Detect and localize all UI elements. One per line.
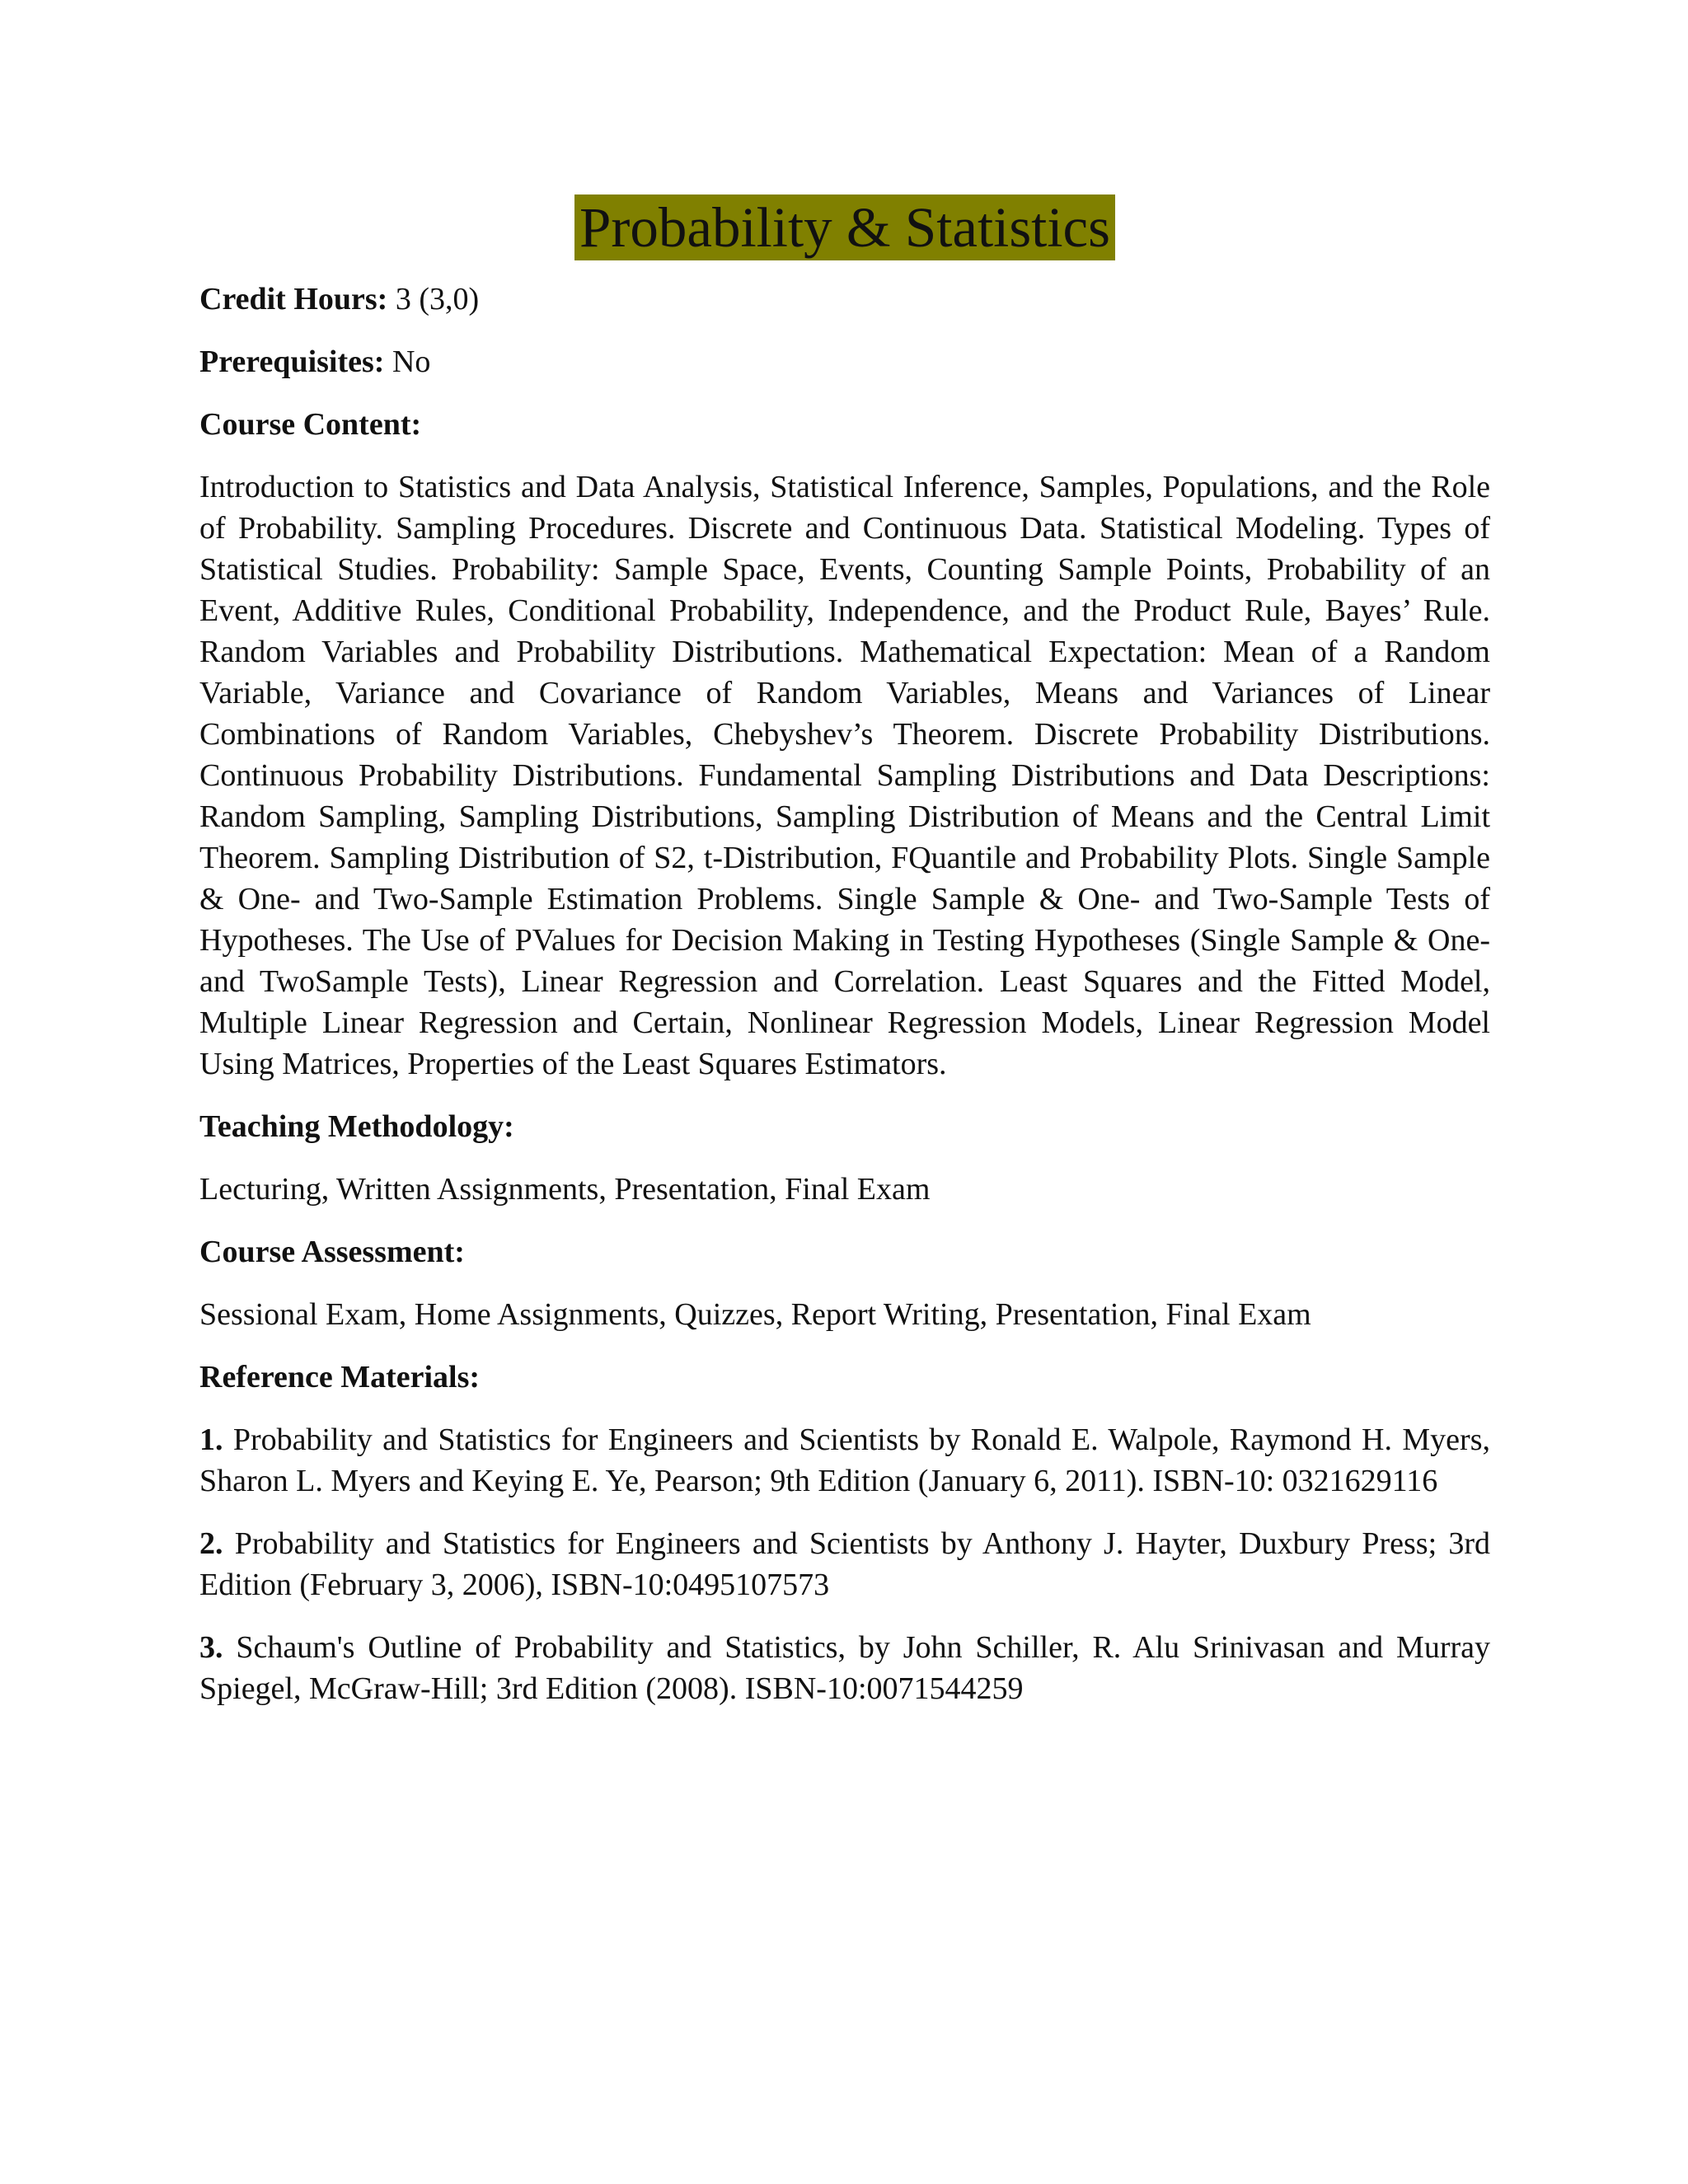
reference-number: 3. — [199, 1630, 223, 1665]
course-assessment-heading: Course Assessment: — [199, 1235, 465, 1269]
reference-materials-heading: Reference Materials: — [199, 1360, 481, 1394]
reference-item — [199, 1627, 1490, 1709]
course-assessment-text: Sessional Exam, Home Assignments, Quizzes, Report Writing, Presentation, Final Exam — [199, 1297, 1311, 1332]
reference-number: 1. — [199, 1422, 223, 1457]
reference-text: Probability and Statistics for Engineers and Scientists by Ronald E. Walpole, Raymond H. Myers, Sharon L. Myers and Keying E. Ye, Pearson; 9th Edition (January 6, 2011). ISBN-10: 0321629116 — [199, 1422, 1490, 1498]
teaching-methodology-heading: Teaching Methodology: — [199, 1109, 514, 1144]
course-content-heading: Course Content: — [199, 407, 422, 442]
credit-hours-label: Credit Hours: — [199, 282, 388, 316]
reference-item — [199, 1523, 1490, 1605]
teaching-methodology-text: Lecturing, Written Assignments, Presentation, Final Exam — [199, 1172, 931, 1207]
credit-hours — [199, 279, 1490, 320]
prerequisites-label: Prerequisites: — [199, 344, 385, 379]
course-content-text: Introduction to Statistics and Data Analysis, Statistical Inference, Samples, Populations, and the Role of Probability. Sampling Procedures. Discrete and Continuous Data. Statistical Modeling. Types of Statistical Studies. Probability: Sample Space, Events, Counting Sample Points, Probability of an Event, Additive Rules, Conditional Probability, Independence, and the Product Rule, Bayes’ Rule. Random Variables and Probability Distributions. Mathematical Expectation: Mean of a Random Variable, Variance and Covariance of Random Variables, Means and Variances of Linear Combinations of Random Variables, Chebyshev’s Theorem. Discrete Probability Distributions. Continuous Probability Distributions. Fundamental Sampling Distributions and Data Descriptions: Random Sampling, Sampling Distributions, Sampling Distribution of Means and the Central Limit Theorem. Sampling Distribution of S2, t-Distribution, FQuantile and Probability Plots. Single Sample & One- and Two-Sample Estimation Problems. Single Sample & One- and Two-Sample Tests of Hypotheses. The Use of PValues for Decision Making in Testing Hypotheses (Single Sample & One- and TwoSample Tests), Linear Regression and Correlation. Least Squares and the Fitted Model, Multiple Linear Regression and Certain, Nonlinear Regression Models, Linear Regression Model Using Matrices, Properties of the Least Squares Estimators. — [199, 470, 1490, 1081]
title-wrap — [199, 194, 1490, 260]
page-title: Probability & Statistics — [574, 194, 1115, 260]
prerequisites-value: No — [384, 344, 431, 379]
reference-text: Schaum's Outline of Probability and Statistics, by John Schiller, R. Alu Srinivasan and Murray Spiegel, McGraw-Hill; 3rd Edition (2008). ISBN-10:0071544259 — [199, 1630, 1490, 1706]
prerequisites — [199, 341, 1490, 382]
reference-number: 2. — [199, 1526, 223, 1561]
credit-hours-value: 3 (3,0) — [387, 282, 480, 316]
reference-item — [199, 1419, 1490, 1502]
document-page — [199, 194, 1490, 1731]
reference-text: Probability and Statistics for Engineers and Scientists by Anthony J. Hayter, Duxbury Press; 3rd Edition (February 3, 2006), ISBN-10:0495107573 — [199, 1526, 1490, 1602]
